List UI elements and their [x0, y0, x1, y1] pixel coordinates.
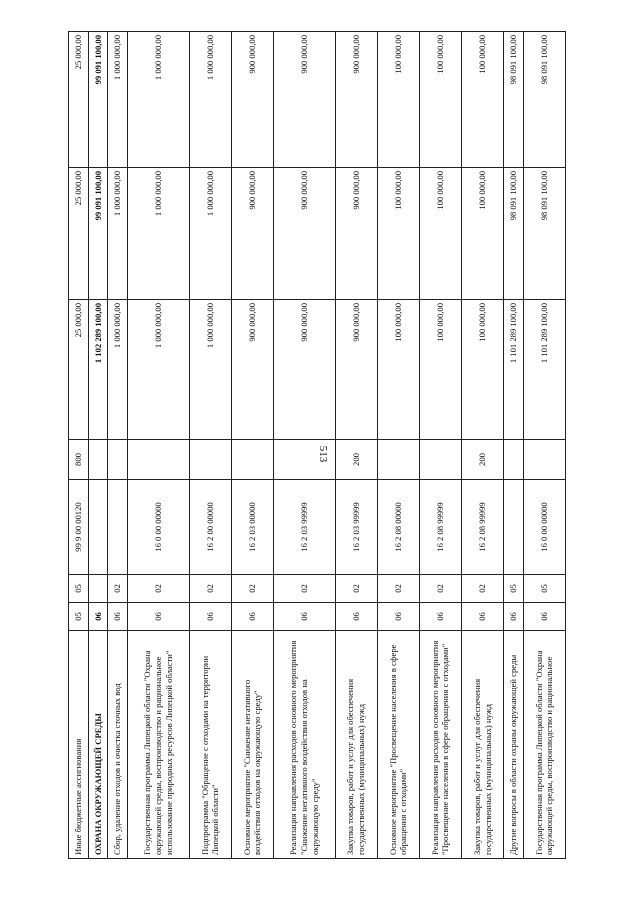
row-amount-1: 25 000,00	[69, 300, 89, 440]
row-razdel: 02	[127, 575, 189, 603]
row-amount-3: 25 000,00	[69, 32, 89, 168]
row-amount-2: 900 000,00	[231, 168, 273, 300]
table-row	[377, 32, 419, 859]
row-amount-1: 1 101 289 100,00	[523, 300, 565, 440]
row-csr: 16 2 03 99999	[273, 480, 335, 575]
row-amount-3: 900 000,00	[335, 32, 377, 168]
row-csr: 16 2 00 00000	[189, 480, 231, 575]
row-name: Подпрограмма "Обращение с отходами на территории Липецкой области"	[189, 631, 231, 859]
row-csr: 16 2 08 00000	[377, 480, 419, 575]
row-amount-2: 100 000,00	[462, 168, 504, 300]
row-csr: 16 0 00 00000	[127, 480, 189, 575]
table-row	[88, 32, 108, 859]
row-vr	[504, 440, 524, 480]
row-razdel: 05	[504, 575, 524, 603]
row-vr	[523, 440, 565, 480]
row-vr	[273, 440, 335, 480]
row-razdel: 02	[377, 575, 419, 603]
row-name: Реализация направления расходов основного мероприятия "Снижение негативного воздействия отходов на окружающую среду"	[273, 631, 335, 859]
table-row	[462, 32, 504, 859]
row-amount-3: 1 000 000,00	[127, 32, 189, 168]
budget-table	[68, 31, 566, 859]
row-amount-2: 25 000,00	[69, 168, 89, 300]
row-amount-3: 900 000,00	[231, 32, 273, 168]
row-amount-3: 100 000,00	[419, 32, 461, 168]
row-vedomstvo: 06	[335, 603, 377, 631]
row-vedomstvo: 06	[231, 603, 273, 631]
row-vedomstvo: 06	[88, 603, 108, 631]
row-razdel: 02	[419, 575, 461, 603]
row-vedomstvo: 06	[108, 603, 128, 631]
table-row	[108, 32, 128, 859]
row-amount-2: 100 000,00	[377, 168, 419, 300]
row-vedomstvo: 06	[127, 603, 189, 631]
row-amount-1: 100 000,00	[462, 300, 504, 440]
table-row	[523, 32, 565, 859]
row-amount-2: 98 091 100,00	[504, 168, 524, 300]
row-vedomstvo: 06	[419, 603, 461, 631]
table-row	[273, 32, 335, 859]
row-amount-1: 100 000,00	[419, 300, 461, 440]
row-amount-3: 100 000,00	[377, 32, 419, 168]
row-vr	[88, 440, 108, 480]
row-name: Сбор, удаление отходов и очистка сточных вод	[108, 631, 128, 859]
row-name: Государственная программа Липецкой области "Охрана окружающей среды, воспроизводство и рациональное использование природных ресурсов Липецкой области"	[127, 631, 189, 859]
table-row	[231, 32, 273, 859]
row-name: Закупка товаров, работ и услуг для обеспечения государственных (муниципальных) нужд	[335, 631, 377, 859]
row-vr	[419, 440, 461, 480]
row-amount-1: 1 000 000,00	[189, 300, 231, 440]
row-vedomstvo: 06	[462, 603, 504, 631]
row-razdel: 02	[189, 575, 231, 603]
row-name: Государственная программа Липецкой области "Охрана окружающей среды, воспроизводство и рациональное	[523, 631, 565, 859]
row-razdel: 02	[273, 575, 335, 603]
row-csr	[108, 480, 128, 575]
row-amount-3: 98 091 100,00	[504, 32, 524, 168]
row-razdel: 02	[462, 575, 504, 603]
row-vedomstvo: 06	[523, 603, 565, 631]
row-vr: 800	[69, 440, 89, 480]
row-amount-2: 1 000 000,00	[108, 168, 128, 300]
table-row	[419, 32, 461, 859]
row-razdel: 05	[69, 575, 89, 603]
row-amount-2: 1 000 000,00	[127, 168, 189, 300]
row-amount-2: 98 091 100,00	[523, 168, 565, 300]
row-amount-3: 100 000,00	[462, 32, 504, 168]
row-name: Реализация направления расходов основного мероприятия "Просвещение населения в сфере обращения с отходами"	[419, 631, 461, 859]
row-amount-2: 100 000,00	[419, 168, 461, 300]
row-vr: 200	[462, 440, 504, 480]
row-amount-1: 1 101 289 100,00	[504, 300, 524, 440]
row-csr: 16 0 00 00000	[523, 480, 565, 575]
row-amount-1: 900 000,00	[335, 300, 377, 440]
row-csr: 16 2 08 99999	[462, 480, 504, 575]
table-row	[504, 32, 524, 859]
row-amount-2: 1 000 000,00	[189, 168, 231, 300]
row-name: Основное мероприятие "Просвещение населения в сфере обращения с отходами"	[377, 631, 419, 859]
row-csr: 99 9 00 00120	[69, 480, 89, 575]
row-amount-2: 900 000,00	[273, 168, 335, 300]
row-amount-3: 98 091 100,00	[523, 32, 565, 168]
table-row	[127, 32, 189, 859]
row-name: Другие вопросы в области охраны окружающей среды	[504, 631, 524, 859]
row-vr	[189, 440, 231, 480]
row-vr	[231, 440, 273, 480]
row-amount-3: 900 000,00	[273, 32, 335, 168]
row-vr	[377, 440, 419, 480]
row-amount-2: 900 000,00	[335, 168, 377, 300]
row-name: ОХРАНА ОКРУЖАЮЩЕЙ СРЕДЫ	[88, 631, 108, 859]
row-vr: 200	[335, 440, 377, 480]
row-amount-1: 100 000,00	[377, 300, 419, 440]
row-csr: 16 2 08 99999	[419, 480, 461, 575]
row-amount-3: 1 000 000,00	[189, 32, 231, 168]
row-vedomstvo: 06	[273, 603, 335, 631]
row-name: Основное мероприятие "Снижение негативного воздействия отходов на окружающую среду"	[231, 631, 273, 859]
table-row	[69, 32, 89, 859]
budget-table-container	[68, 32, 566, 859]
row-razdel: 02	[108, 575, 128, 603]
row-vedomstvo: 06	[504, 603, 524, 631]
row-amount-3: 99 091 100,00	[88, 32, 108, 168]
row-amount-3: 1 000 000,00	[108, 32, 128, 168]
row-name: Иные бюджетные ассигнования	[69, 631, 89, 859]
row-vedomstvo: 05	[69, 603, 89, 631]
page-number: 513	[317, 445, 329, 463]
row-name: Закупка товаров, работ и услуг для обеспечения государственных (муниципальных) нужд	[462, 631, 504, 859]
row-vedomstvo: 06	[189, 603, 231, 631]
row-amount-1: 1 102 289 100,00	[88, 300, 108, 440]
row-csr: 16 2 03 99999	[335, 480, 377, 575]
row-vr	[127, 440, 189, 480]
row-razdel: 05	[523, 575, 565, 603]
row-amount-1: 1 000 000,00	[108, 300, 128, 440]
row-amount-1: 900 000,00	[273, 300, 335, 440]
row-amount-2: 99 091 100,00	[88, 168, 108, 300]
row-razdel: 02	[231, 575, 273, 603]
table-row	[335, 32, 377, 859]
row-razdel: 02	[335, 575, 377, 603]
row-razdel	[88, 575, 108, 603]
row-csr: 16 2 03 00000	[231, 480, 273, 575]
row-csr	[504, 480, 524, 575]
row-csr	[88, 480, 108, 575]
table-body	[69, 32, 566, 859]
table-row	[189, 32, 231, 859]
row-amount-1: 1 000 000,00	[127, 300, 189, 440]
row-vedomstvo: 06	[377, 603, 419, 631]
row-vr	[108, 440, 128, 480]
row-amount-1: 900 000,00	[231, 300, 273, 440]
